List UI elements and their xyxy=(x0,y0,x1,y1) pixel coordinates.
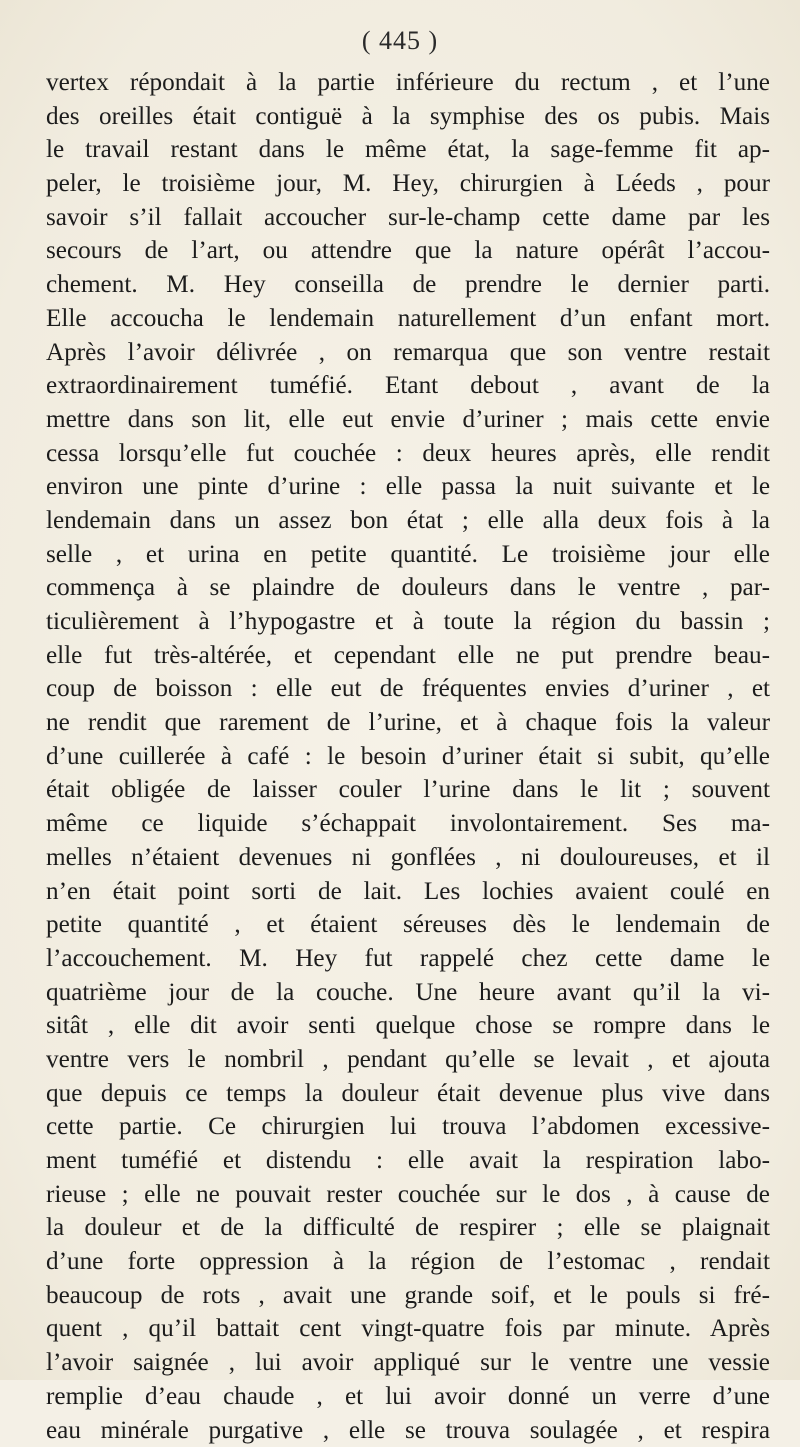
text-line: selle , et urina en petite quantité. Le troisième jour elle xyxy=(46,538,770,572)
text-line: melles n’étaient devenues ni gonflées , ni douloureuses, et il xyxy=(46,841,770,875)
text-line: coup de boisson : elle eut de fréquentes envies d’uriner , et xyxy=(46,672,770,706)
text-body xyxy=(46,66,770,1447)
text-line: lendemain dans un assez bon état ; elle alla deux fois à la xyxy=(46,504,770,538)
text-line: mettre dans son lit, elle eut envie d’uriner ; mais cette envie xyxy=(46,403,770,437)
text-line: chement. M. Hey conseilla de prendre le dernier parti. xyxy=(46,268,770,302)
text-line: cette partie. Ce chirurgien lui trouva l’abdomen excessive- xyxy=(46,1110,770,1144)
text-line: rieuse ; elle ne pouvait rester couchée sur le dos , à cause de xyxy=(46,1178,770,1212)
text-line: beaucoup de rots , avait une grande soif, et le pouls si fré- xyxy=(46,1279,770,1313)
text-line: quatrième jour de la couche. Une heure avant qu’il la vi- xyxy=(46,976,770,1010)
text-line: Après l’avoir délivrée , on remarqua que son ventre restait xyxy=(46,336,770,370)
text-line: extraordinairement tuméfié. Etant debout , avant de la xyxy=(46,369,770,403)
text-line: d’une cuillerée à café : le besoin d’uriner était si subit, qu’elle xyxy=(46,740,770,774)
page-number: ( 445 ) xyxy=(0,26,800,56)
text-line: Elle accoucha le lendemain naturellement d’un enfant mort. xyxy=(46,302,770,336)
text-line: l’accouchement. M. Hey fut rappelé chez cette dame le xyxy=(46,942,770,976)
text-line: ment tuméfié et distendu : elle avait la respiration labo- xyxy=(46,1144,770,1178)
text-line: elle fut très-altérée, et cependant elle ne put prendre beau- xyxy=(46,639,770,673)
text-line: le travail restant dans le même état, la sage-femme fit ap- xyxy=(46,133,770,167)
text-line: l’avoir saignée , lui avoir appliqué sur le ventre une vessie xyxy=(46,1346,770,1380)
text-line: n’en était point sorti de lait. Les lochies avaient coulé en xyxy=(46,875,770,909)
text-line: peler, le troisième jour, M. Hey, chirurgien à Léeds , pour xyxy=(46,167,770,201)
text-line: même ce liquide s’échappait involontairement. Ses ma- xyxy=(46,807,770,841)
text-line: que depuis ce temps la douleur était devenue plus vive dans xyxy=(46,1077,770,1111)
text-line: des oreilles était contiguë à la symphise des os pubis. Mais xyxy=(46,100,770,134)
text-line: petite quantité , et étaient séreuses dès le lendemain de xyxy=(46,908,770,942)
text-line: ventre vers le nombril , pendant qu’elle se levait , et ajouta xyxy=(46,1043,770,1077)
text-line: commença à se plaindre de douleurs dans le ventre , par- xyxy=(46,571,770,605)
text-line: d’une forte oppression à la région de l’estomac , rendait xyxy=(46,1245,770,1279)
text-line: était obligée de laisser couler l’urine dans le lit ; souvent xyxy=(46,773,770,807)
text-line: remplie d’eau chaude , et lui avoir donné un verre d’une xyxy=(46,1380,770,1414)
text-line: secours de l’art, ou attendre que la nature opérât l’accou- xyxy=(46,234,770,268)
text-line: ne rendit que rarement de l’urine, et à chaque fois la valeur xyxy=(46,706,770,740)
text-line: la douleur et de la difficulté de respirer ; elle se plaignait xyxy=(46,1211,770,1245)
text-line: eau minérale purgative , elle se trouva soulagée , et respira xyxy=(46,1414,770,1447)
text-line: environ une pinte d’urine : elle passa la nuit suivante et le xyxy=(46,470,770,504)
text-line: cessa lorsqu’elle fut couchée : deux heures après, elle rendit xyxy=(46,437,770,471)
text-line: vertex répondait à la partie inférieure du rectum , et l’une xyxy=(46,66,770,100)
text-line: ticulièrement à l’hypogastre et à toute la région du bassin ; xyxy=(46,605,770,639)
text-line: savoir s’il fallait accoucher sur-le-champ cette dame par les xyxy=(46,201,770,235)
text-line: quent , qu’il battait cent vingt-quatre fois par minute. Après xyxy=(46,1312,770,1346)
text-line: sitât , elle dit avoir senti quelque chose se rompre dans le xyxy=(46,1009,770,1043)
